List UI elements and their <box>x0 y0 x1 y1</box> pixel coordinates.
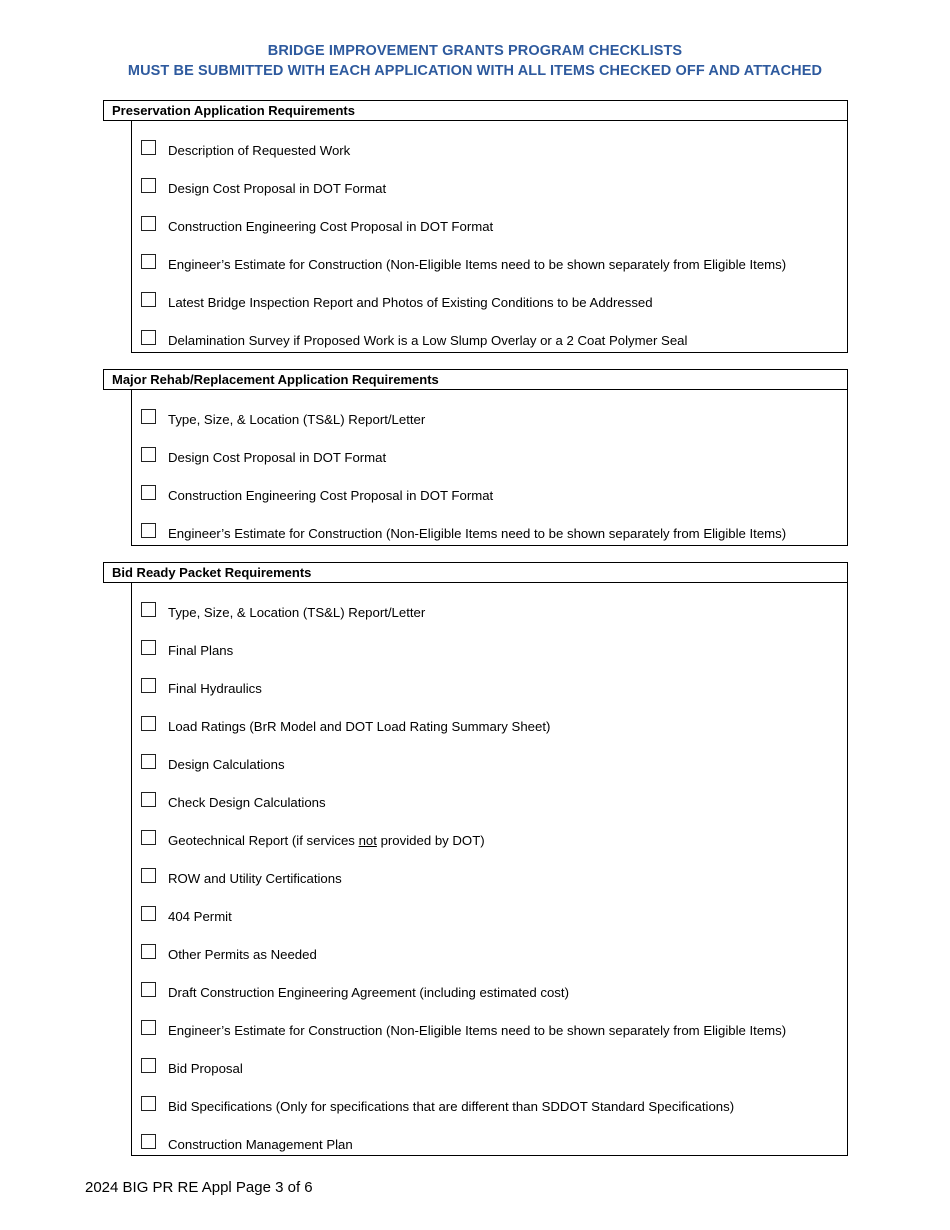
checklist-item-label: Construction Engineering Cost Proposal in DOT Format <box>168 219 494 234</box>
checkbox[interactable] <box>141 602 156 617</box>
checklist-item-label: 404 Permit <box>168 909 232 924</box>
checklist-item-label: Design Cost Proposal in DOT Format <box>168 450 387 465</box>
checklist-item-label: Engineer’s Estimate for Construction (Non-Eligible Items need to be shown separately from Eligible Items) <box>168 1023 787 1038</box>
checkbox[interactable] <box>141 292 156 307</box>
checkbox[interactable] <box>141 944 156 959</box>
section-title: Preservation Application Requirements <box>112 103 355 118</box>
checklist-item-label <box>168 833 485 848</box>
checklist-item-label: Draft Construction Engineering Agreement (including estimated cost) <box>168 985 569 1000</box>
bid-ready-checklist <box>131 583 848 1156</box>
checkbox[interactable] <box>141 330 156 345</box>
bid-ready-section-header <box>103 562 848 583</box>
page-subtitle: MUST BE SUBMITTED WITH EACH APPLICATION WITH ALL ITEMS CHECKED OFF AND ATTACHED <box>127 63 823 79</box>
preservation-section-header <box>103 100 848 121</box>
checkbox[interactable] <box>141 982 156 997</box>
checklist-item-label: Bid Proposal <box>168 1061 243 1076</box>
checklist-item-label: Check Design Calculations <box>168 795 326 810</box>
page-title: BRIDGE IMPROVEMENT GRANTS PROGRAM CHECKLISTS <box>267 43 683 59</box>
page-footer: 2024 BIG PR RE Appl Page 3 of 6 <box>85 1179 313 1196</box>
checklist-item-label: Type, Size, & Location (TS&L) Report/Letter <box>168 412 426 427</box>
checklist-item-label: Design Cost Proposal in DOT Format <box>168 181 387 196</box>
checklist-item-label: Final Plans <box>168 643 234 658</box>
checklist-item-label: Latest Bridge Inspection Report and Photos of Existing Conditions to be Addressed <box>168 295 653 310</box>
major-rehab-section-header <box>103 369 848 390</box>
checkbox[interactable] <box>141 1020 156 1035</box>
label-emphasis: not <box>358 833 377 848</box>
checkbox[interactable] <box>141 485 156 500</box>
checklist-item-label: Load Ratings (BrR Model and DOT Load Rating Summary Sheet) <box>168 719 551 734</box>
label-part: provided by DOT) <box>376 833 485 848</box>
checklist-item-label: Description of Requested Work <box>168 143 351 158</box>
checkbox[interactable] <box>141 523 156 538</box>
checkbox[interactable] <box>141 216 156 231</box>
checkbox[interactable] <box>141 1134 156 1149</box>
label-part: Geotechnical Report (if services <box>168 833 359 848</box>
checkbox[interactable] <box>141 830 156 845</box>
checkbox[interactable] <box>141 1058 156 1073</box>
checklist-item-label: Engineer’s Estimate for Construction (Non-Eligible Items need to be shown separately from Eligible Items) <box>168 526 787 541</box>
checkbox[interactable] <box>141 447 156 462</box>
checkbox[interactable] <box>141 754 156 769</box>
checklist-item-label: Design Calculations <box>168 757 285 772</box>
section-title: Major Rehab/Replacement Application Requirements <box>112 372 439 387</box>
checkbox[interactable] <box>141 906 156 921</box>
checklist-item-label: Bid Specifications (Only for specifications that are different than SDDOT Standard Specifications) <box>168 1099 735 1114</box>
checkbox[interactable] <box>141 792 156 807</box>
checkbox[interactable] <box>141 716 156 731</box>
checkbox[interactable] <box>141 868 156 883</box>
checklist-item-label: ROW and Utility Certifications <box>168 871 342 886</box>
checklist-item-label: Final Hydraulics <box>168 681 262 696</box>
checklist-item-label: Engineer’s Estimate for Construction (Non-Eligible Items need to be shown separately from Eligible Items) <box>168 257 787 272</box>
major-rehab-checklist <box>131 390 848 546</box>
checklist-item-label: Construction Engineering Cost Proposal in DOT Format <box>168 488 494 503</box>
preservation-checklist <box>131 121 848 353</box>
checkbox[interactable] <box>141 1096 156 1111</box>
checkbox[interactable] <box>141 409 156 424</box>
checklist-item-label: Type, Size, & Location (TS&L) Report/Letter <box>168 605 426 620</box>
checklist-item-label: Delamination Survey if Proposed Work is a Low Slump Overlay or a 2 Coat Polymer Seal <box>168 333 688 348</box>
checkbox[interactable] <box>141 178 156 193</box>
checkbox[interactable] <box>141 140 156 155</box>
checkbox[interactable] <box>141 640 156 655</box>
checkbox[interactable] <box>141 678 156 693</box>
checkbox[interactable] <box>141 254 156 269</box>
section-title: Bid Ready Packet Requirements <box>112 565 312 580</box>
checklist-item-label: Construction Management Plan <box>168 1137 353 1152</box>
checklist-item-label: Other Permits as Needed <box>168 947 317 962</box>
